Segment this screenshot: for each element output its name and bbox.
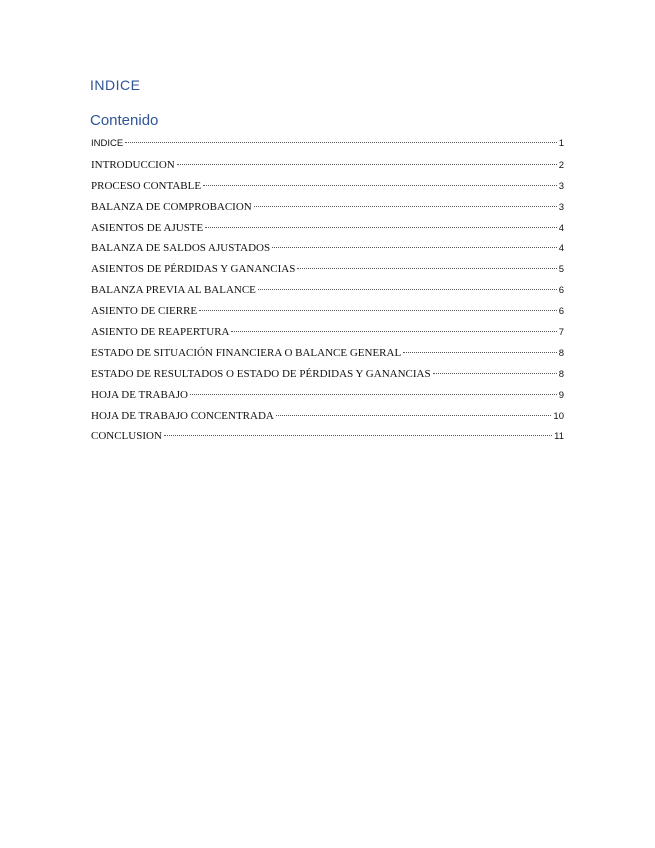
toc-entry-title: ESTADO DE SITUACIÓN FINANCIERA O BALANCE GENERAL xyxy=(91,346,402,359)
toc-entry-proceso-contable[interactable] xyxy=(91,176,564,197)
toc-dot-leader xyxy=(276,415,552,416)
toc-entry-title: CONCLUSION xyxy=(91,430,162,443)
toc-heading: Contenido xyxy=(90,112,159,129)
toc-entry-page: 4 xyxy=(558,222,564,234)
toc-entry-balanza-previa-al-balance[interactable] xyxy=(91,280,564,301)
toc-entry-page: 11 xyxy=(554,431,564,443)
toc-entry-title: BALANZA DE SALDOS AJUSTADOS xyxy=(91,242,271,255)
toc-entry-page: 6 xyxy=(558,285,564,297)
toc-entry-page: 8 xyxy=(558,347,564,359)
toc-entry-title: PROCESO CONTABLE xyxy=(91,179,202,192)
table-of-contents xyxy=(91,134,564,447)
toc-entry-asientos-de-perdidas-y-ganancias[interactable] xyxy=(91,259,564,280)
toc-entry-title: INTRODUCCION xyxy=(91,158,175,171)
toc-entry-page: 8 xyxy=(558,368,564,380)
toc-entry-title: HOJA DE TRABAJO CONCENTRADA xyxy=(91,409,274,422)
toc-entry-page: 3 xyxy=(558,180,564,192)
toc-entry-balanza-de-saldos-ajustados[interactable] xyxy=(91,238,564,259)
toc-entry-page: 2 xyxy=(558,159,564,171)
toc-dot-leader xyxy=(205,227,556,228)
toc-entry-page: 7 xyxy=(558,327,564,339)
toc-dot-leader xyxy=(254,206,557,207)
toc-entry-title: ASIENTOS DE AJUSTE xyxy=(91,221,204,234)
toc-entry-indice[interactable] xyxy=(91,134,564,155)
toc-dot-leader xyxy=(231,331,556,332)
toc-entry-page: 1 xyxy=(558,138,564,149)
toc-entry-asiento-de-reapertura[interactable] xyxy=(91,322,564,343)
toc-entry-asientos-de-ajuste[interactable] xyxy=(91,218,564,239)
toc-entry-estado-de-resultados[interactable] xyxy=(91,364,564,385)
toc-entry-hoja-de-trabajo[interactable] xyxy=(91,385,564,406)
toc-entry-title: HOJA DE TRABAJO xyxy=(91,388,188,401)
toc-dot-leader xyxy=(258,289,557,290)
toc-entry-title: ESTADO DE RESULTADOS O ESTADO DE PÉRDIDAS Y GANANCIAS xyxy=(91,367,431,380)
toc-entry-page: 6 xyxy=(558,306,564,318)
toc-entry-hoja-de-trabajo-concentrada[interactable] xyxy=(91,406,564,427)
toc-entry-title: BALANZA PREVIA AL BALANCE xyxy=(91,284,256,297)
index-heading: INDICE xyxy=(90,77,141,93)
toc-entry-title: INDICE xyxy=(91,138,124,149)
toc-entry-conclusion[interactable] xyxy=(91,426,564,447)
toc-dot-leader xyxy=(272,247,557,248)
toc-entry-title: BALANZA DE COMPROBACION xyxy=(91,200,252,213)
toc-entry-page: 5 xyxy=(558,264,564,276)
toc-dot-leader xyxy=(125,142,557,143)
toc-entry-page: 3 xyxy=(558,201,564,213)
toc-entry-balanza-de-comprobacion[interactable] xyxy=(91,197,564,218)
toc-entry-asiento-de-cierre[interactable] xyxy=(91,301,564,322)
toc-entry-title: ASIENTO DE REAPERTURA xyxy=(91,326,230,339)
toc-entry-page: 10 xyxy=(553,410,564,422)
toc-dot-leader xyxy=(177,164,557,165)
toc-entry-page: 9 xyxy=(558,389,564,401)
toc-dot-leader xyxy=(164,435,552,436)
toc-entry-title: ASIENTO DE CIERRE xyxy=(91,305,198,318)
toc-dot-leader xyxy=(203,185,557,186)
toc-dot-leader xyxy=(403,352,557,353)
toc-dot-leader xyxy=(433,373,557,374)
toc-entry-estado-de-situacion-financiera[interactable] xyxy=(91,343,564,364)
toc-dot-leader xyxy=(199,310,557,311)
toc-entry-page: 4 xyxy=(558,243,564,255)
toc-entry-introduccion[interactable] xyxy=(91,155,564,176)
toc-dot-leader xyxy=(190,394,557,395)
toc-dot-leader xyxy=(297,268,556,269)
toc-entry-title: ASIENTOS DE PÉRDIDAS Y GANANCIAS xyxy=(91,263,296,276)
